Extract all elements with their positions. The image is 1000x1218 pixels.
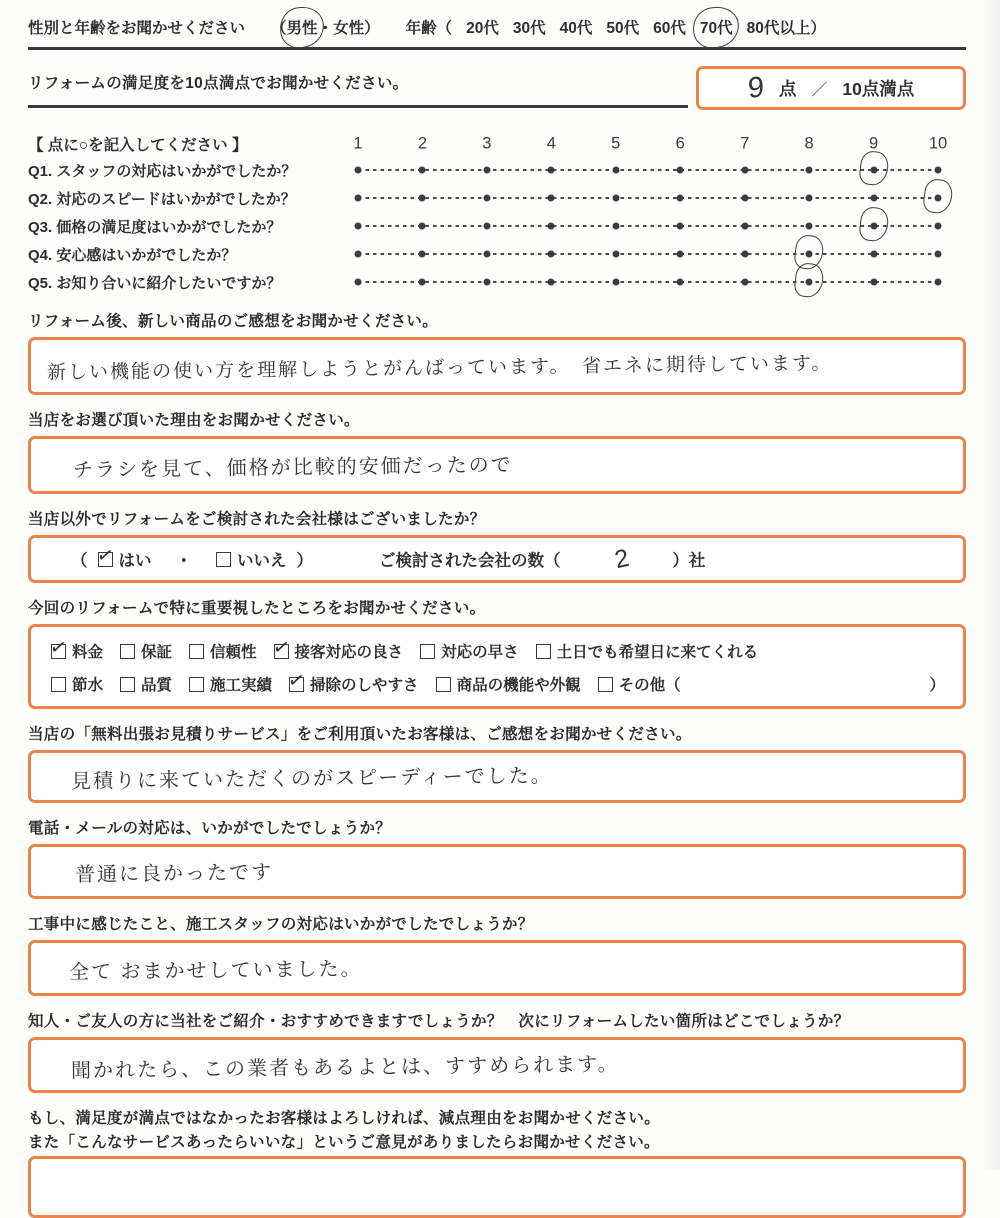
- scale-dot: [612, 251, 619, 258]
- checkbox-ryokin: ✓ 料金: [51, 640, 103, 662]
- scale-dot: [483, 279, 490, 286]
- question-label: Q4. 安心感はいかがでしたか？: [28, 246, 237, 264]
- scale-dot: [483, 251, 490, 258]
- scale-tick-label: 5: [611, 134, 621, 153]
- answer-box-reason: [28, 436, 966, 494]
- scale-tick-label: 8: [804, 134, 814, 153]
- scale-dot: [548, 251, 555, 258]
- rating-scale-q1: [358, 156, 938, 184]
- scale-dot: [870, 279, 877, 286]
- age-option-60s: 60代: [653, 20, 686, 37]
- question-label: Q5. お知り合いに紹介したいですか？: [28, 274, 282, 292]
- checkbox-yes: ✓ はい: [98, 547, 152, 571]
- age-option-70s: 70代: [700, 16, 733, 38]
- checkbox-no: いいえ: [216, 547, 287, 571]
- scale-dot: [741, 223, 748, 230]
- scale-dot: [935, 279, 942, 286]
- answer-box-final: [28, 1156, 966, 1218]
- checkbox-sekkyaku: ✓ 接客対応の良さ: [274, 640, 404, 662]
- section-final: [28, 1106, 966, 1218]
- age-option-80s-plus: 80代以上: [746, 20, 811, 37]
- section-label: 工事中に感じたこと、施工スタッフの対応はいかがでしたでしょうか？: [28, 916, 534, 933]
- answer-box-recommend: [28, 1037, 966, 1093]
- checkbox-hinshitsu: 品質: [120, 673, 172, 695]
- age-label: 年齢（: [405, 20, 453, 37]
- section-label: 電話・メールの対応は、いかがでしたでしょうか？: [28, 820, 392, 837]
- handwritten-score: 9: [746, 70, 765, 105]
- section-construction: [28, 912, 966, 996]
- scale-dot: [548, 167, 555, 174]
- priorities-row-1: [51, 638, 945, 664]
- scale-dot: [419, 251, 426, 258]
- section-label: 当店の「無料出張お見積りサービス」をご利用頂いたお客様は、ご感想をお聞かせください。: [28, 726, 692, 743]
- answer-box-impression: [28, 337, 966, 395]
- scale-dot: [612, 167, 619, 174]
- gender-age-row: [28, 14, 966, 50]
- paren: ）: [364, 20, 380, 37]
- answer-box-other-companies: [28, 535, 966, 583]
- answer-box-construction: [28, 940, 966, 996]
- score-max: 10点満点: [842, 78, 915, 99]
- checkbox-square-icon: [536, 644, 551, 659]
- company-count-close: ）社: [672, 552, 706, 570]
- rating-row-q2: [28, 184, 966, 212]
- scale-dot: [677, 223, 684, 230]
- scale-dot: [548, 195, 555, 202]
- section-priorities: [28, 596, 966, 709]
- checkbox-sonota: その他（: [598, 673, 681, 695]
- checkbox-shinraisei: 信頼性: [189, 640, 257, 662]
- separator-dot: ・: [317, 20, 334, 37]
- rating-scale-q3: [358, 212, 938, 240]
- scale-dot: [483, 223, 490, 230]
- scale-dot: [419, 167, 426, 174]
- handwritten-answer: 新しい機能の使い方を理解しようとがんばっています。 省エネに期待しています。: [46, 352, 833, 384]
- checkbox-kinou-gaikan: 商品の機能や外観: [436, 673, 581, 695]
- priorities-row-2: [51, 671, 945, 697]
- scale-dot: [806, 279, 813, 286]
- scale-tick-label: 2: [417, 134, 428, 153]
- age-option-50s: 50代: [606, 20, 640, 37]
- scale-numbers: [353, 132, 948, 156]
- scale-tick-label: 6: [675, 134, 685, 153]
- checkbox-square-icon: [274, 644, 289, 659]
- checkbox-square-icon: [98, 552, 113, 567]
- age-option-30s: 30代: [512, 20, 546, 37]
- handwritten-answer: チラシを見て、価格が比較的安価だったので: [72, 453, 513, 482]
- scale-tick-label: 9: [868, 134, 879, 153]
- checkbox-square-icon: [289, 677, 304, 692]
- scale-dot: [548, 223, 555, 230]
- scale-dot: [355, 167, 362, 174]
- checkbox-square-icon: [51, 677, 66, 692]
- checkbox-square-icon: [216, 552, 231, 567]
- scale-dot: [419, 223, 426, 230]
- rating-scale-q5: [358, 268, 938, 296]
- scale-tick-label: 7: [740, 134, 750, 153]
- checkbox-square-icon: [436, 677, 451, 692]
- rating-row-q1: [28, 156, 966, 184]
- checkbox-taiou-hayasa: 対応の早さ: [420, 640, 519, 662]
- handwritten-answer: 全て おまかせしていました。: [68, 957, 363, 984]
- checkbox-square-icon: [51, 644, 66, 659]
- rating-scale-q4: [358, 240, 938, 268]
- scale-dot: [612, 223, 619, 230]
- handwritten-company-count: 2: [611, 543, 632, 574]
- scale-dot: [548, 279, 555, 286]
- section-label: 今回のリフォームで特に重要視したところをお聞かせください。: [28, 600, 486, 617]
- scale-dot: [677, 195, 684, 202]
- scale-dot: [612, 195, 619, 202]
- handwritten-answer: 見積りに来ていただくのがスピーディーでした。: [70, 765, 553, 793]
- scale-dot: [870, 223, 877, 230]
- scale-tick-label: 1: [353, 134, 363, 153]
- scale-dot: [741, 167, 748, 174]
- separator-dot: ・: [175, 552, 192, 570]
- section-label: 知人・ご友人の方に当社をご紹介・おすすめできますでしょうか？ 次にリフォームしたい箇所はどこでしょうか？: [28, 1013, 850, 1030]
- ratings-section: [28, 132, 966, 296]
- scale-dot: [355, 223, 362, 230]
- scale-dot: [355, 195, 362, 202]
- checkbox-sessui: 節水: [51, 673, 103, 695]
- scale-dot: [806, 251, 813, 258]
- satisfaction-question: リフォームの満足度を10点満点でお聞かせください。: [28, 71, 688, 108]
- section-estimate: [28, 722, 966, 803]
- section-impression: [28, 309, 966, 395]
- scale-dot: [741, 279, 748, 286]
- scale-dot: [419, 279, 426, 286]
- scale-dot: [483, 167, 490, 174]
- rating-scale-q2: [358, 184, 938, 212]
- gender-age-question: 性別と年齢をお聞かせください: [28, 20, 246, 37]
- answer-box-phone: [28, 844, 966, 899]
- scale-dot: [935, 251, 942, 258]
- age-option-20s: 20代: [466, 20, 499, 37]
- checkbox-souji: ✓ 掃除のしやすさ: [289, 673, 419, 695]
- handwritten-answer: 普通に良かったです: [74, 861, 274, 887]
- handwritten-answer: 聞かれたら、この業者もあるよとは、すすめられます。: [70, 1053, 620, 1082]
- scale-dot: [677, 251, 684, 258]
- scale-dot: [870, 167, 877, 174]
- checkbox-hoshou: 保証: [120, 640, 172, 662]
- checkbox-square-icon: [189, 644, 204, 659]
- gender-option-male: 男性: [287, 16, 318, 38]
- scale-dot: [419, 195, 426, 202]
- checkbox-square-icon: [420, 644, 435, 659]
- question-label: Q1. スタッフの対応はいかがでしたか？: [28, 162, 297, 180]
- section-phone: [28, 816, 966, 899]
- scale-tick-label: 3: [482, 134, 492, 153]
- section-label-line1: もし、満足度が満点ではなかったお客様はよろしければ、減点理由をお聞かせください。: [28, 1110, 661, 1127]
- paren: ）: [810, 20, 826, 37]
- company-count-label: ご検討された会社の数（: [379, 552, 561, 570]
- other-close-paren: ）: [929, 677, 945, 694]
- satisfaction-score-box: [696, 66, 966, 110]
- ratings-title: 【 点に○を記入してください 】: [28, 137, 248, 154]
- section-label-line2: また「こんなサービスあったらいいな」というご意見がありましたらお聞かせください。: [28, 1134, 660, 1151]
- scale-dot: [741, 251, 748, 258]
- question-label: Q3. 価格の満足度はいかがでしたか？: [28, 218, 282, 236]
- checkbox-square-icon: [598, 677, 613, 692]
- ratings-header: [28, 132, 966, 156]
- score-unit: 点: [778, 78, 797, 99]
- checkbox-donichi: 土日でも希望日に来てくれる: [536, 640, 759, 662]
- paren: （: [71, 552, 88, 570]
- scale-dot: [806, 223, 813, 230]
- section-label: 当店をお選び頂いた理由をお聞かせください。: [28, 412, 360, 429]
- question-label: Q2. 対応のスピードはいかがでしたか？: [28, 190, 296, 208]
- scale-dot: [935, 167, 942, 174]
- section-other-companies: [28, 507, 966, 583]
- scale-dot: [935, 195, 942, 202]
- section-reason: [28, 408, 966, 494]
- scale-dot: [870, 195, 877, 202]
- scale-dot: [806, 167, 813, 174]
- scale-dot: [483, 195, 490, 202]
- scale-dot: [806, 195, 813, 202]
- scale-tick-label: 4: [546, 134, 556, 153]
- scale-dot: [935, 223, 942, 230]
- scale-dot: [355, 251, 362, 258]
- scale-dot: [741, 195, 748, 202]
- answer-box-estimate: [28, 750, 966, 803]
- gender-option-female: 女性: [333, 20, 365, 37]
- paren: （: [271, 20, 287, 37]
- section-label: 当店以外でリフォームをご検討された会社様はございましたか？: [28, 511, 486, 528]
- scale-tick-label: 10: [928, 134, 948, 153]
- rating-row-q5: [28, 268, 966, 296]
- checkbox-sekou-jisseki: 施工実績: [189, 673, 272, 695]
- scale-dot: [870, 251, 877, 258]
- checkbox-square-icon: [189, 677, 204, 692]
- rating-row-q4: [28, 240, 966, 268]
- section-label: リフォーム後、新しい商品のご感想をお聞かせください。: [28, 313, 439, 330]
- scale-dot: [355, 279, 362, 286]
- satisfaction-row: [28, 66, 966, 108]
- scale-dot: [612, 279, 619, 286]
- paren: ）: [296, 552, 313, 570]
- age-option-40s: 40代: [559, 20, 593, 37]
- scale-dot: [677, 167, 684, 174]
- rating-row-q3: [28, 212, 966, 240]
- checkbox-square-icon: [120, 644, 135, 659]
- scale-dot: [677, 279, 684, 286]
- section-recommend: [28, 1009, 966, 1093]
- score-slash: ／: [811, 81, 828, 99]
- answer-box-priorities: [28, 624, 966, 709]
- checkbox-square-icon: [120, 677, 135, 692]
